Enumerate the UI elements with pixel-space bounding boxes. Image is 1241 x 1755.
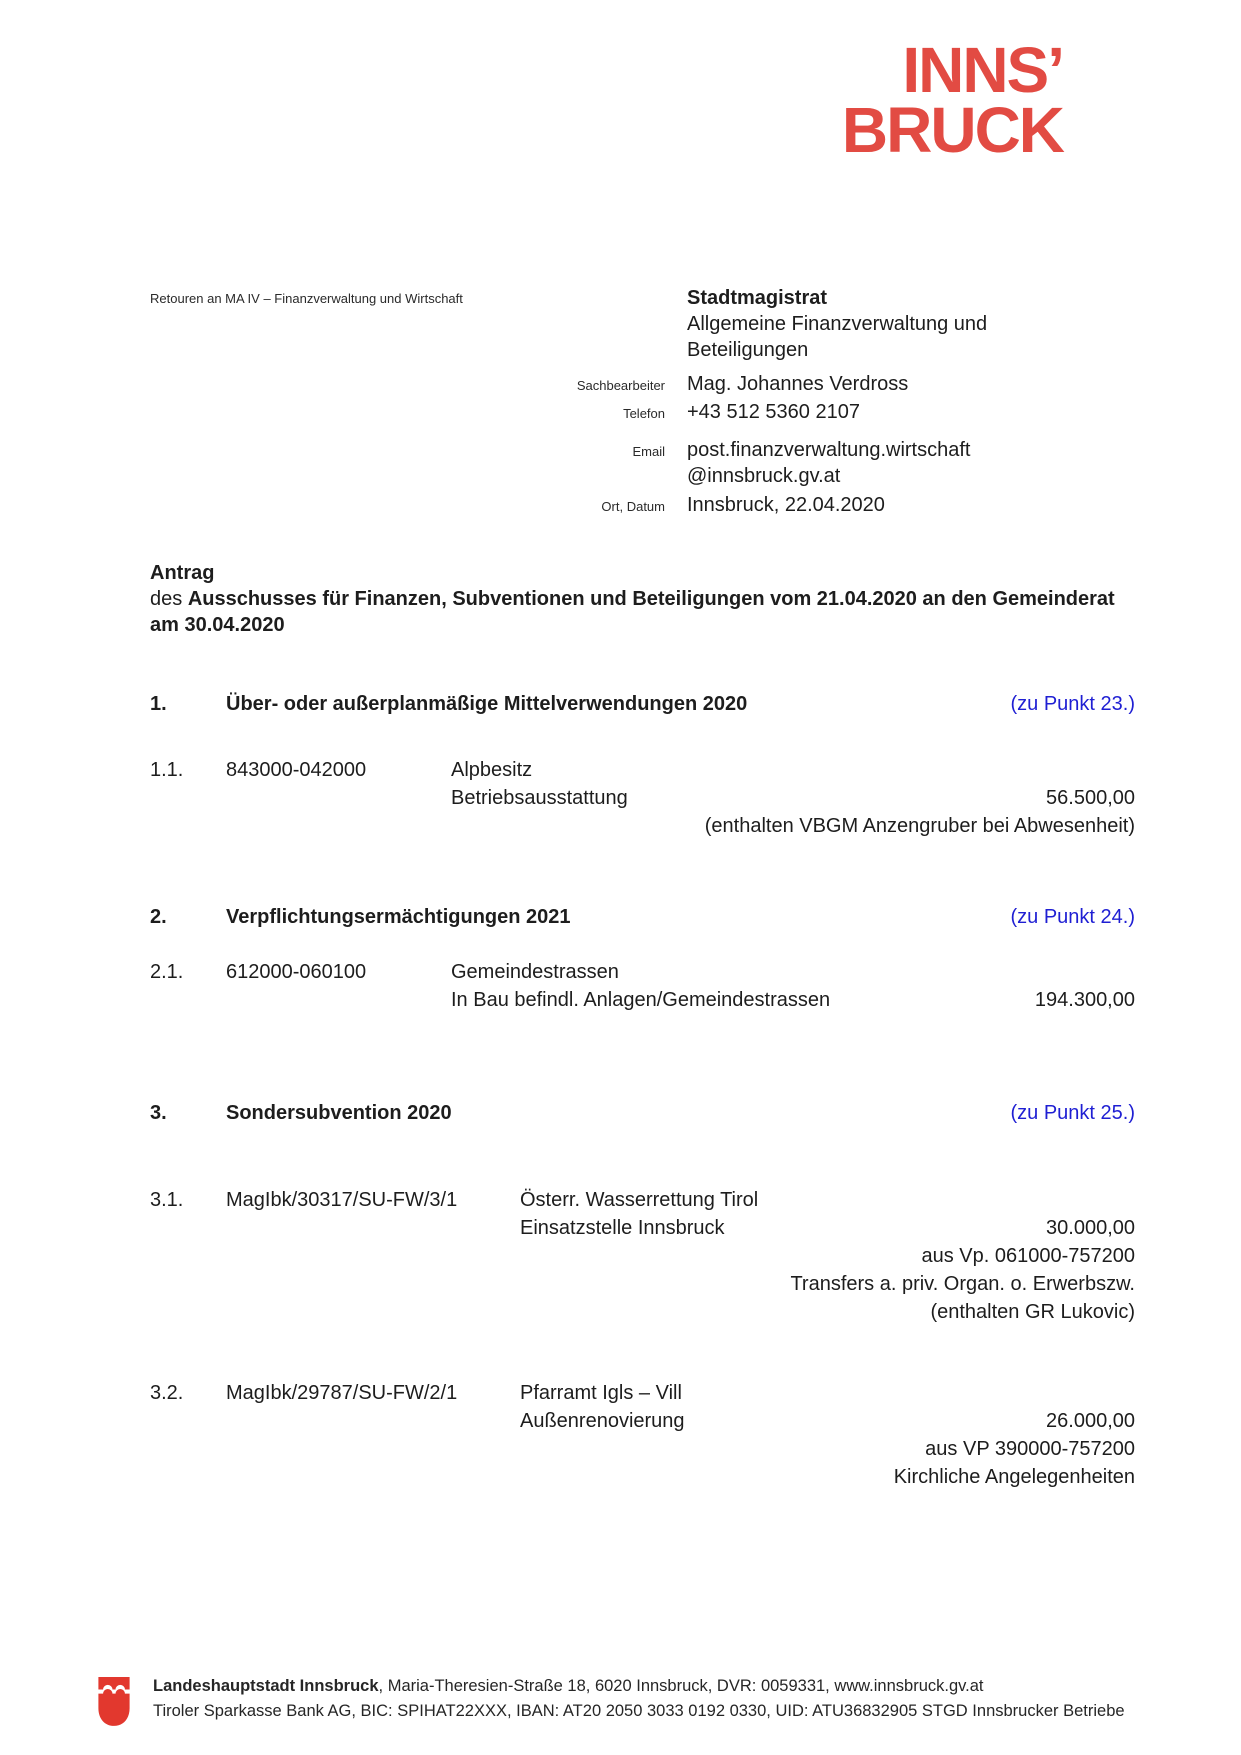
section-number: 1. xyxy=(150,693,167,715)
logo-line-2: BRUCK xyxy=(841,94,1063,166)
contact-row-telefon xyxy=(500,399,1100,427)
sachbearbeiter-value: Mag. Johannes Verdross xyxy=(687,373,909,395)
footer-address: , Maria-Theresien-Straße 18, 6020 Innsbruck, DVR: 0059331, www.innsbruck.gv.at xyxy=(378,1677,984,1695)
item-title: Österr. Wasserrettung Tirol xyxy=(520,1189,759,1211)
logo-line-1: INNS’ xyxy=(902,34,1063,106)
item-amount: 194.300,00 xyxy=(1034,989,1135,1011)
item-line-2 xyxy=(520,1214,1135,1242)
document-title: Antrag xyxy=(150,562,215,584)
email-line-2: @innsbruck.gv.at xyxy=(687,465,841,487)
return-address-line: Retouren an MA IV – Finanzverwaltung und Wirtschaft xyxy=(150,291,463,306)
item-description-block xyxy=(451,756,1135,840)
innsbruck-city-emblem-icon xyxy=(95,1676,133,1728)
item-line-2 xyxy=(451,784,1135,812)
item-file-number: MagIbk/30317/SU-FW/3/1 xyxy=(226,1189,458,1211)
item-line-1 xyxy=(451,756,1135,784)
document-title-block xyxy=(150,560,1135,638)
item-description-block xyxy=(451,958,1135,1014)
item-note: (enthalten GR Lukovic) xyxy=(930,1301,1135,1323)
ort-datum-label: Ort, Datum xyxy=(601,499,665,514)
section-3-heading xyxy=(150,1100,1135,1126)
footer-line-2: Tiroler Sparkasse Bank AG, BIC: SPIHAT22XXX, IBAN: AT20 2050 3033 0192 0330, UID: ATU36832905 STGD Innsbrucker Betriebe xyxy=(153,1702,1125,1720)
contact-row-sachbearbeiter xyxy=(500,371,1100,399)
contact-row-department xyxy=(500,285,1100,311)
document-subtitle xyxy=(150,586,1135,638)
item-note: Transfers a. priv. Organ. o. Erwerbszw. xyxy=(790,1273,1135,1295)
item-number: 2.1. xyxy=(150,961,184,983)
email-value xyxy=(687,437,970,489)
section-reference: (zu Punkt 23.) xyxy=(1010,693,1135,715)
item-file-number: MagIbk/29787/SU-FW/2/1 xyxy=(226,1382,458,1404)
section-reference: (zu Punkt 24.) xyxy=(1010,906,1135,928)
item-title: Alpbesitz xyxy=(451,759,533,781)
contact-row-department-line2 xyxy=(500,337,1100,363)
subtitle-prefix: des xyxy=(150,588,188,610)
item-3-1 xyxy=(150,1186,1135,1326)
item-description-block xyxy=(520,1186,1135,1326)
department-line1: Allgemeine Finanzverwaltung und xyxy=(687,313,988,335)
contact-row-email xyxy=(500,437,1100,489)
email-line-1: post.finanzverwaltung.wirtschaft xyxy=(687,439,971,461)
item-line-2 xyxy=(451,986,1135,1014)
contact-row-department-line1 xyxy=(500,311,1100,337)
contact-row-ort-datum xyxy=(500,492,1100,520)
email-label: Email xyxy=(632,444,665,459)
item-note: (enthalten VBGM Anzengruber bei Abwesenheit) xyxy=(704,815,1135,837)
section-2-heading xyxy=(150,904,1135,930)
sections-container xyxy=(150,691,1135,1491)
item-number: 3.1. xyxy=(150,1189,184,1211)
telefon-label: Telefon xyxy=(623,406,665,421)
section-title: Sondersubvention 2020 xyxy=(226,1102,452,1124)
department-title: Stadtmagistrat xyxy=(687,287,828,309)
section-reference: (zu Punkt 25.) xyxy=(1010,1102,1135,1124)
footer-text-block xyxy=(153,1674,1125,1724)
contact-block xyxy=(500,285,1100,520)
section-number: 3. xyxy=(150,1102,167,1124)
item-title: Gemeindestrassen xyxy=(451,961,619,983)
item-line-1 xyxy=(520,1379,1135,1407)
item-subtitle: Außenrenovierung xyxy=(520,1410,685,1432)
section-title: Verpflichtungsermächtigungen 2021 xyxy=(226,906,571,928)
telefon-value: +43 512 5360 2107 xyxy=(687,401,860,423)
item-amount: 26.000,00 xyxy=(1046,1410,1135,1432)
item-note: Kirchliche Angelegenheiten xyxy=(893,1466,1135,1488)
page-footer xyxy=(95,1672,1125,1728)
item-line-2 xyxy=(520,1407,1135,1435)
item-note: aus VP 390000-757200 xyxy=(925,1438,1135,1460)
item-amount: 30.000,00 xyxy=(1046,1217,1135,1239)
item-3-2 xyxy=(150,1379,1135,1491)
item-description-block xyxy=(520,1379,1135,1491)
item-1-1 xyxy=(150,756,1135,840)
ort-datum-value: Innsbruck, 22.04.2020 xyxy=(687,494,885,516)
item-number: 1.1. xyxy=(150,759,184,781)
subtitle-bold: Ausschusses für Finanzen, Subventionen und Beteiligungen vom 21.04.2020 an den Gemeinderat am 30.04.2020 xyxy=(150,588,1115,636)
footer-line-1 xyxy=(153,1674,1125,1699)
item-number: 3.2. xyxy=(150,1382,184,1404)
innsbruck-wordmark-logo xyxy=(841,34,1063,166)
footer-city-name: Landeshauptstadt Innsbruck xyxy=(153,1677,379,1695)
item-line-1 xyxy=(451,958,1135,986)
section-number: 2. xyxy=(150,906,167,928)
item-note: aus Vp. 061000-757200 xyxy=(921,1245,1135,1267)
item-subtitle: Betriebsausstattung xyxy=(451,787,628,809)
item-line-1 xyxy=(520,1186,1135,1214)
item-budget-code: 612000-060100 xyxy=(226,961,367,983)
department-line2: Beteiligungen xyxy=(687,339,809,361)
item-2-1 xyxy=(150,958,1135,1014)
item-budget-code: 843000-042000 xyxy=(226,759,367,781)
item-subtitle: Einsatzstelle Innsbruck xyxy=(520,1217,725,1239)
item-title: Pfarramt Igls – Vill xyxy=(520,1382,682,1404)
sachbearbeiter-label: Sachbearbeiter xyxy=(576,378,665,393)
section-1-heading xyxy=(150,691,1135,717)
item-amount: 56.500,00 xyxy=(1046,787,1135,809)
section-title: Über- oder außerplanmäßige Mittelverwendungen 2020 xyxy=(226,693,748,715)
item-subtitle: In Bau befindl. Anlagen/Gemeindestrassen xyxy=(451,989,831,1011)
